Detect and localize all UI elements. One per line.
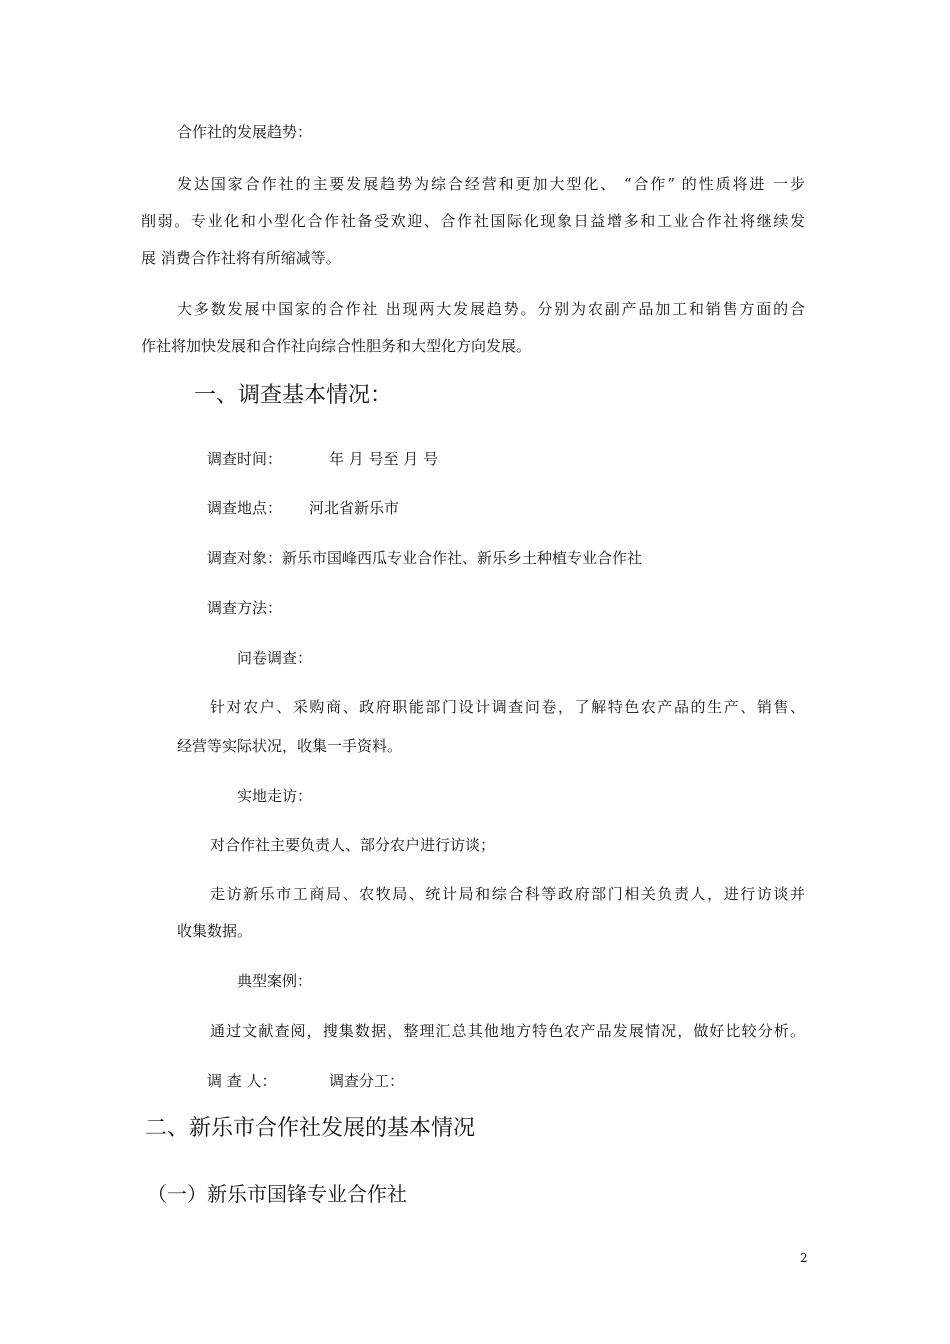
field-visit-label: 实地走访： — [237, 787, 313, 805]
survey-place-label: 调查地点： — [207, 499, 283, 517]
survey-place-value: 河北省新乐市 — [309, 499, 400, 517]
field-visit-line-1: 对合作社主要负责人、部分农户进行访谈； — [210, 836, 496, 854]
survey-time-value: 年 月 号至 月 号 — [329, 450, 439, 468]
typical-case-line: 通过文献查阅，搜集数据，整理汇总其他地方特色农产品发展情况，做好比较分析。 — [210, 1022, 805, 1040]
section-1-heading: 一、调查基本情况： — [194, 383, 393, 408]
developed-paragraph-line-3: 展 消费合作社将有所缩减等。 — [141, 249, 341, 267]
survey-time-label: 调查时间： — [207, 450, 283, 468]
trend-title: 合作社的发展趋势： — [177, 123, 313, 141]
survey-object-line: 调查对象：新乐市国峰西瓜专业合作社、新乐乡土种植专业合作社 — [207, 549, 643, 567]
investigator-label: 调 查 人： — [207, 1072, 277, 1090]
developing-paragraph-line-2: 作社将加快发展和合作社向综合性胆务和大型化方向发展。 — [141, 337, 532, 355]
section-2-subheading: （一）新乐市国锋专业合作社 — [147, 1182, 407, 1206]
field-visit-line-3: 收集数据。 — [177, 922, 253, 940]
division-label: 调查分工： — [329, 1072, 405, 1090]
questionnaire-label: 问卷调查： — [237, 649, 313, 667]
developing-paragraph-line-1: 大多数发展中国家的合作社 出现两大发展趋势。分别为农副产品加工和销售方面的合 — [177, 300, 805, 318]
typical-case-label: 典型案例： — [237, 972, 313, 990]
developed-paragraph-line-1: 发达国家合作社的主要发展趋势为综合经营和更加大型化、 “合作” 的性质将进 一步 — [177, 175, 805, 193]
questionnaire-line-2: 经营等实际状况，收集一手资料。 — [177, 737, 403, 755]
page-number: 2 — [800, 1251, 808, 1265]
section-2-heading: 二、新乐市合作社发展的基本情况 — [145, 1116, 476, 1141]
survey-method-label: 调查方法： — [207, 599, 283, 617]
field-visit-line-2: 走访新乐市工商局、农牧局、统计局和综合科等政府部门相关负责人，进行访谈并 — [210, 885, 805, 903]
questionnaire-line-1: 针对农户、采购商、政府职能部门设计调查问卷，了解特色农产品的生产、销售、 — [210, 698, 805, 716]
developed-paragraph-line-2: 削弱。专业化和小型化合作社备受欢迎、合作社国际化现象日益增多和工业合作社将继续发 — [141, 212, 805, 230]
